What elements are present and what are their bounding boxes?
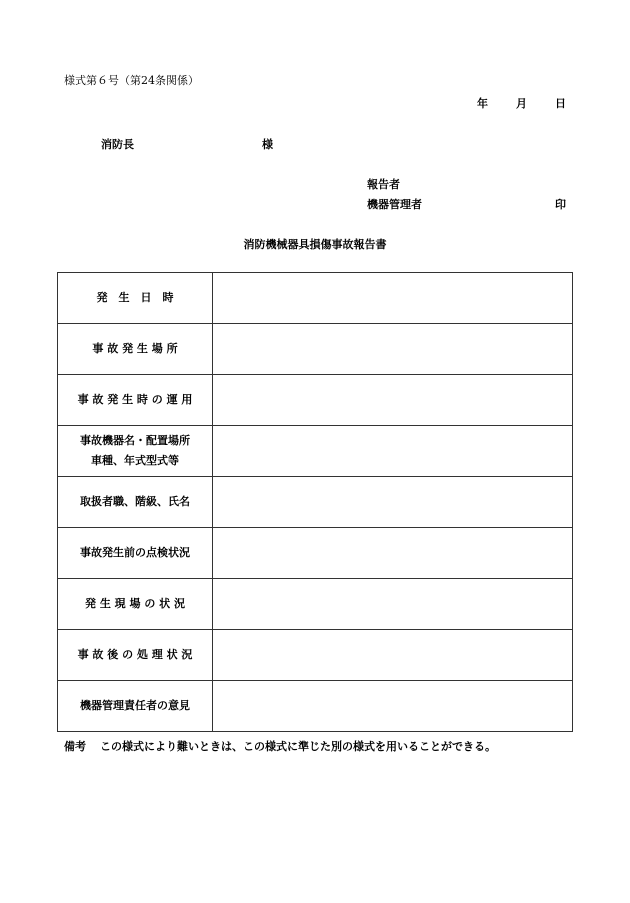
- row-label-cell: [58, 375, 213, 426]
- row-label-text: 事 故 後 の 処 理 状 況: [77, 648, 193, 661]
- table-row: [58, 477, 573, 528]
- table-row: [58, 426, 573, 477]
- row-label-cell: [58, 681, 213, 732]
- row-value-field[interactable]: [213, 477, 573, 528]
- form-number-label: 様式第６号（第24条関係）: [64, 74, 199, 87]
- row-label-cell: [58, 324, 213, 375]
- row-label-text: 取扱者職、階級、氏名: [80, 495, 190, 508]
- row-value-field[interactable]: [213, 579, 573, 630]
- row-label-text: 事故発生前の点検状況: [80, 546, 190, 559]
- addressee-honorific: 様: [262, 138, 273, 151]
- table-row: [58, 630, 573, 681]
- remarks-note: [64, 738, 496, 754]
- row-label-cell: [58, 477, 213, 528]
- table-row: [58, 528, 573, 579]
- row-label-text: 事 故 発 生 場 所: [92, 342, 178, 355]
- date-day-label: 日: [555, 97, 566, 110]
- row-label-text: 機器管理責任者の意見: [80, 699, 190, 712]
- table-row: [58, 375, 573, 426]
- row-value-field[interactable]: [213, 324, 573, 375]
- table-row: [58, 273, 573, 324]
- seal-mark: 印: [555, 198, 566, 211]
- date-month-label: 月: [516, 97, 527, 110]
- row-value-field[interactable]: [213, 681, 573, 732]
- remarks-text: この様式により難いときは、この様式に準じた別の様式を用いることができる。: [100, 740, 496, 753]
- row-label-text: 事故機器名・配置場所: [80, 434, 190, 447]
- equipment-manager-label: 機器管理者: [367, 198, 422, 211]
- row-value-field[interactable]: [213, 426, 573, 477]
- row-label-text: 事 故 発 生 時 の 運 用: [77, 393, 193, 406]
- row-label-cell: [58, 273, 213, 324]
- table-row: [58, 681, 573, 732]
- row-label-cell: [58, 579, 213, 630]
- date-line: [477, 95, 566, 111]
- row-label-text: 発 生 日 時: [96, 291, 174, 304]
- row-label-cell: [58, 630, 213, 681]
- reporter-label: 報告者: [367, 178, 400, 191]
- row-value-field[interactable]: [213, 528, 573, 579]
- row-label-text: 発 生 現 場 の 状 況: [85, 597, 185, 610]
- remarks-label: 備考: [64, 740, 86, 753]
- addressee-line: [101, 136, 273, 152]
- document-title: 消防機械器具損傷事故報告書: [243, 238, 387, 251]
- row-label-text: 車種、年式型式等: [91, 454, 179, 467]
- addressee-chief: 消防長: [101, 138, 134, 151]
- row-label-cell: [58, 528, 213, 579]
- date-year-label: 年: [477, 97, 488, 110]
- report-table: [57, 272, 573, 732]
- row-value-field[interactable]: [213, 375, 573, 426]
- table-row: [58, 579, 573, 630]
- row-value-field[interactable]: [213, 630, 573, 681]
- row-value-field[interactable]: [213, 273, 573, 324]
- row-label-cell: [58, 426, 213, 477]
- table-row: [58, 324, 573, 375]
